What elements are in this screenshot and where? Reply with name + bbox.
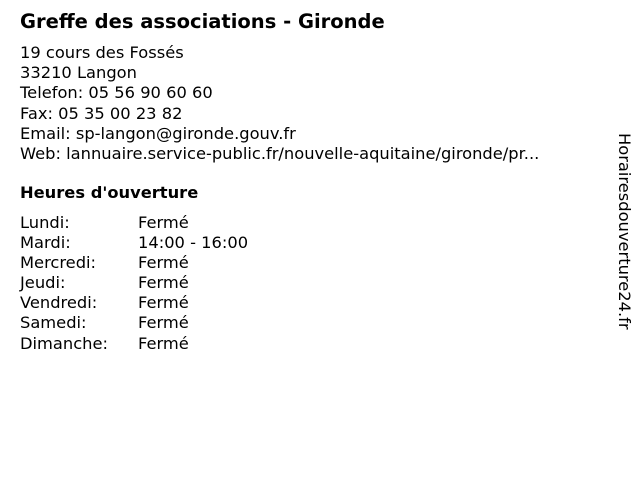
contact-block [20, 43, 539, 164]
hours-time: Fermé [138, 273, 189, 293]
hours-time: Fermé [138, 253, 189, 273]
hours-time: Fermé [138, 293, 189, 313]
phone-line: Telefon: 05 56 90 60 60 [20, 83, 213, 103]
fax-line: Fax: 05 35 00 23 82 [20, 103, 183, 123]
hours-day: Lundi: [20, 213, 70, 232]
hours-time: 14:00 - 16:00 [138, 233, 249, 253]
address-city: 33210 Langon [20, 63, 137, 83]
hours-time: Fermé [138, 333, 189, 353]
hours-day: Mardi: [20, 233, 71, 253]
page-title: Greffe des associations - Gironde [20, 10, 385, 33]
hours-day: Jeudi: [20, 273, 66, 293]
hours-heading: Heures d'ouverture [20, 183, 199, 202]
web-line: Web: lannuaire.service-public.fr/nouvelle-aquitaine/gironde/pr... [20, 144, 540, 164]
site-watermark: Horairesdouverture24.fr [615, 133, 634, 330]
hours-day: Mercredi: [20, 253, 97, 273]
hours-day: Samedi: [20, 313, 87, 333]
hours-day: Dimanche: [20, 333, 108, 353]
email-line: Email: sp-langon@gironde.gouv.fr [20, 123, 296, 143]
address-street: 19 cours des Fossés [20, 43, 184, 62]
hours-time: Fermé [138, 313, 189, 333]
hours-day: Vendredi: [20, 293, 98, 313]
hours-time: Fermé [138, 213, 189, 232]
